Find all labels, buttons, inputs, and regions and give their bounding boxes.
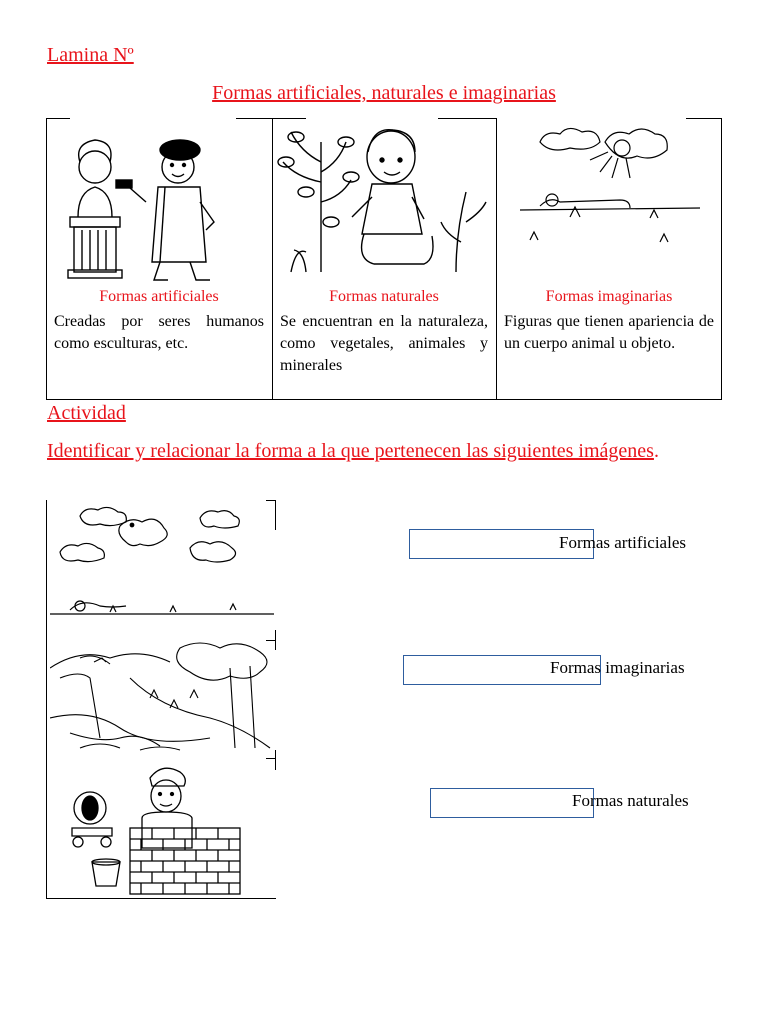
form-card-artificial (46, 118, 272, 400)
answer-box[interactable] (430, 788, 594, 818)
answer-label: Formas naturales (572, 791, 689, 810)
page-title-text: Formas artificiales, naturales e imaginarias (212, 82, 556, 104)
landscape-forest-river-drawing (50, 638, 274, 758)
form-description: Se encuentran en la naturaleza, como vegetales, animales y minerales (280, 313, 488, 374)
form-card-imaginary (496, 118, 722, 400)
form-description: Figuras que tienen apariencia de un cuerpo animal u objeto. (504, 313, 714, 352)
form-card-natural (272, 118, 496, 400)
page-title (0, 82, 768, 105)
form-heading: Formas imaginarias (545, 288, 673, 305)
form-heading: Formas artificiales (99, 288, 219, 305)
boy-lying-looking-at-clouds-drawing (500, 122, 718, 282)
lamina-label: Lamina Nº (47, 44, 134, 66)
form-description: Creadas por seres humanos como esculturas, etc. (54, 313, 264, 352)
boy-among-plants-drawing (276, 122, 492, 282)
activity-instruction (47, 438, 722, 464)
instruction-end: . (653, 440, 659, 462)
answer-label: Formas imaginarias (550, 658, 685, 677)
sculptor-with-statue-drawing (50, 122, 268, 282)
answer-label: Formas artificiales (559, 533, 686, 552)
clouds-and-bird-drawing (50, 502, 274, 638)
images-strip (46, 500, 276, 900)
activity-heading: Actividad (47, 402, 126, 424)
instruction-text: Identificar y relacionar la forma a la que pertenecen las siguientes imágenes (47, 440, 654, 462)
form-heading: Formas naturales (329, 288, 439, 305)
forms-table (46, 118, 722, 400)
bricklayer-building-wall-drawing (50, 758, 274, 898)
